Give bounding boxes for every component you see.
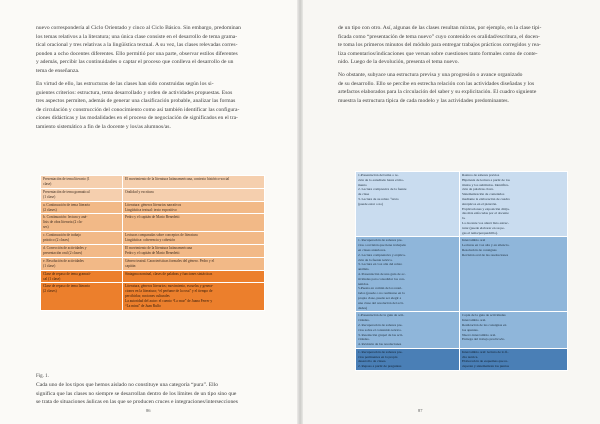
text-line: y además, percibir las continuidades o captar el proceso que conlleva el desarrollo de un	[36, 59, 234, 66]
paragraph-mixed-types	[338, 24, 568, 67]
cell-line: clase)	[43, 181, 52, 186]
cell-line: Presentación de tema gramatical	[43, 189, 90, 194]
cell-line: La autoridad del autor: el cuento “Lo mar” de Juana Ferrer y	[125, 299, 213, 304]
cell-line: El movimiento de la literatura latinoamericana	[125, 245, 192, 250]
cell-line: mento	[358, 182, 367, 187]
text-line: los temas relativos a la literatura; una única clase consiste en el desarrollo de tema grama-	[36, 33, 238, 40]
cell-line: Nuevo intercambio oral.	[462, 332, 497, 337]
cell-line: Hipótesis de lectura a partir de los	[462, 177, 510, 182]
table-cell-content	[123, 188, 265, 201]
cell-line: (2 clases)	[43, 207, 57, 212]
cell-line: (1 clase)	[43, 263, 56, 268]
table-cell-stage	[356, 237, 460, 312]
text-line: se trata de situaciones áulicas en las que se producen cruces e integraciones/intersecciones	[36, 399, 238, 406]
text-line: tamiento sistemático a fin de la docente y los/as alumnos/as.	[36, 123, 171, 130]
cell-line: lisis de obra literaria (2 cla-	[43, 220, 83, 225]
text-line: En virtud de ello, las estructuras de las clases han sido construidas según los si-	[36, 81, 214, 87]
text-line: tema de enseñanza.	[36, 67, 80, 74]
cell-line: Clase de repaso de tema gramati-	[43, 271, 91, 276]
cell-line: b. Continuación: lectura y aná-	[43, 215, 88, 220]
cell-line: tados (puede o no realizarse en la	[358, 291, 405, 296]
table-cell-content	[123, 244, 265, 257]
cell-line: vios sobre el contenido teórico.	[358, 327, 402, 332]
cell-line: cha teórica.	[462, 354, 479, 359]
cell-line: cuperan y sistematizan los puntos	[462, 364, 510, 369]
cell-line: presentación oral (2 clases)	[43, 250, 83, 255]
cell-line: cal (1 clase)	[43, 276, 61, 281]
table-row	[41, 214, 265, 232]
table-cell-stage	[356, 172, 460, 237]
cell-line: sinópticos en el pizarrón.	[462, 201, 498, 206]
cell-line: ción de lo estudiado hasta el mo-	[358, 177, 405, 182]
table-row	[41, 176, 265, 189]
text-line: muestra la estructura típica de cada modelo y las actividades predominantes.	[338, 97, 510, 104]
text-line: tres aspectos permiten, además de generar una clasificación probable, analizar las formas	[36, 98, 236, 105]
cell-line: Lingüística textual: texto expositivo	[125, 207, 177, 212]
text-line: liza comentarios/indicaciones que versan sobre cuestiones tanto formales como de conte-	[338, 50, 538, 57]
text-line: nuevo correspondería al Ciclo Orientado y cinco al Ciclo Básico. Sin embargo, predominan	[36, 25, 241, 31]
cell-line: de clase	[358, 192, 370, 197]
cell-line: ses)	[43, 225, 49, 230]
text-line: significa que las clases no siempre se desarrollan dentro de los límites de un tipo sino que	[36, 390, 237, 397]
cell-line: Literatura, géneros literarios; movimiento, escuelas y genera-	[125, 284, 214, 289]
cell-line: Lecturas comparadas sobre conceptos de literatura	[125, 233, 198, 238]
cell-line: El movimiento de la literatura latinoamericana, contexto histórico-social	[125, 177, 230, 181]
cell-line: Lingüística: coherencia y cohesión	[125, 238, 175, 243]
table-cell-stage	[356, 312, 460, 349]
cell-line: percibirlas; nociones culturales	[125, 294, 170, 299]
table-row	[41, 244, 265, 257]
table-cell-content	[123, 214, 265, 232]
text-line: ciones didácticas y las modalidades en el proceso de negociación de significados en el tra-	[36, 115, 238, 122]
cell-line: Rastreo de saberes previos	[462, 173, 500, 177]
table-row	[41, 201, 265, 214]
table-row	[41, 283, 265, 311]
table-cell-stage	[41, 244, 123, 257]
table-cell-stage	[41, 214, 123, 232]
cell-line: e. Resolución de actividades	[43, 258, 84, 263]
table-row	[41, 232, 265, 245]
cell-line: (2 clases)	[43, 289, 57, 294]
cell-line: en clases anteriores.	[358, 247, 387, 252]
cell-line: vios pertinentes en la propia	[358, 354, 398, 359]
cell-line: propia clase, puede ser elegir a	[358, 295, 402, 300]
page-number-left: 86	[146, 408, 151, 413]
cell-line: Lecturas en voz alta y en silencio.	[462, 243, 510, 248]
table-cell-content	[123, 270, 265, 283]
cell-line: 1. Recuperación de saberes pre-	[358, 238, 403, 243]
cell-line: Presentación de tema literario (1	[43, 177, 90, 181]
table-cell-stage	[41, 283, 123, 311]
cell-line: Intercambio oral.	[462, 318, 487, 323]
cell-line: Elaboración de esquemas que re-	[462, 359, 509, 364]
text-line: artefactos elaborados para la circulación del saber y su explicitación. El cuadro siguiente	[338, 89, 537, 96]
text-line: No obstante, subyace una estructura previsa y una progresión o avance organizado	[338, 72, 523, 78]
cell-line: Pedro y el capitán de Mario Benedetti	[125, 215, 180, 220]
table-row	[41, 270, 265, 283]
table-row	[356, 348, 568, 370]
cell-line: la.	[462, 216, 466, 221]
cell-line: títulos y los subtítulos. Identifica-	[462, 182, 510, 187]
cell-line: 2. Lectura comprensiva y explica-	[358, 252, 406, 257]
table-cell-stage	[41, 201, 123, 214]
cell-line: 2. Repaso a partir de preguntas	[358, 364, 402, 369]
table-cell-content	[123, 201, 265, 214]
cell-line: “La mina” de Juan Rulfo	[125, 304, 161, 309]
text-line: tical oracional y tres relativas a la lingüística textual. A su vez, las clases relevadas corres-	[36, 42, 238, 49]
cell-line: La docente vos alterá listo estruc-	[462, 220, 510, 225]
cell-line: Sintagma nominal, clases de palabras y funciones sintácticas	[125, 271, 213, 276]
text-line: nido. Luego de la devolución, presenta el tema nuevo.	[338, 59, 460, 66]
class-structure-table	[40, 175, 265, 311]
cell-line: los apuntes.	[462, 327, 479, 332]
cell-line: 1.Presentación de la guía de acti-	[358, 313, 405, 318]
table-row	[356, 172, 568, 237]
table-row	[356, 237, 568, 312]
table-cell-stage	[41, 232, 123, 245]
cell-line: c. Continuación de trabajo	[43, 233, 81, 238]
paragraph-criteria	[36, 80, 266, 132]
table-cell-stage	[41, 176, 123, 189]
cell-line: tenidos.	[358, 281, 369, 286]
cell-line: 2. Lectura compresiva de la fuente	[358, 187, 407, 192]
text-line: ponden a ocho docentes diferentes. Ello permitió por una parte, observar estilos diferentes	[36, 50, 238, 57]
cell-line: mediante la elaboración de cuadro	[462, 196, 511, 201]
table-cell-content	[123, 283, 265, 311]
text-line: Cada uno de los tipos que hemos aislado no constituye una categoría “pura”. Ello	[36, 382, 219, 388]
table-cell-content	[123, 176, 265, 189]
cell-line: Pedro y el capitán de Mario Benedetti	[125, 250, 180, 255]
cell-line: ción de la fuente teórica.	[358, 257, 393, 262]
paragraph-structure	[338, 71, 568, 105]
cell-line: ciones en la literatura; “el perfume de la rosa” y el tiempo de	[125, 289, 213, 294]
cell-line: 3. Resolución grupal de las acti-	[358, 332, 404, 337]
figure-caption: Fig. 1.	[36, 374, 49, 379]
table-cell-stage	[356, 348, 460, 370]
page-number-right: 87	[418, 408, 423, 413]
cell-line: a. Continuación de tema literario	[43, 202, 91, 207]
cell-line: Género teatral. Características formales del género. Pedro y el	[125, 258, 215, 263]
cell-line: 1.Presentación del tema o re-	[358, 173, 399, 177]
cell-line: práctico (2 clases)	[43, 238, 70, 243]
cell-line: Copia de la guía de actividades	[462, 313, 506, 318]
cell-line: Intercambio oral: lectura de lo fi-	[462, 349, 509, 354]
cell-line: ción de palabras clave.	[462, 187, 494, 192]
text-line: guientes criterios: estructura, tema desarrollado y orden de actividades propuestas. Esos	[36, 89, 233, 96]
text-line: de su desarrollo. Ello se percibe en estrecha relación con las actividades diseñadas y los	[338, 80, 535, 87]
table-cell-content	[460, 348, 568, 370]
activities-table	[355, 171, 568, 371]
cell-line: capitán	[125, 263, 136, 268]
cell-line: Literatura: géneros literarios narrativos	[125, 202, 182, 207]
cell-line: turar (puede elaborar en su pe-	[462, 225, 505, 230]
table-cell-content	[123, 257, 265, 270]
cell-line: das más enfocadas por el docente	[462, 211, 509, 216]
paragraph-intro	[36, 24, 266, 76]
table-row	[41, 257, 265, 270]
cell-line: vidades.	[358, 318, 370, 323]
book-gutter	[297, 0, 303, 424]
cell-line: 3. Lectura en voz alta del relato	[358, 262, 403, 267]
text-line: ficada como “presentación de tema nuevo” cuyo contenido es oralidad/escritura, el docen-	[338, 33, 540, 40]
cell-line: Sistematización de contenidos	[462, 192, 505, 197]
cell-line: dades)	[358, 305, 368, 310]
table-cell-content	[123, 232, 265, 245]
cell-line: Intercambio oral	[462, 238, 486, 243]
cell-line: 4. Revisión de las resoluciones	[358, 342, 402, 347]
cell-line: tividades para consolidar los con-	[358, 276, 406, 281]
cell-line: Resolución de consignas	[462, 247, 497, 252]
table-cell-stage	[41, 188, 123, 201]
cell-line: gas el tema/perquadrillo).	[462, 230, 498, 235]
text-line: te toma los primeros minutos del módulo para entregar trabajos prácticos corregidos y rea-	[338, 42, 541, 49]
cell-line: análisis.	[358, 267, 370, 272]
cell-line: Realización de las consignas en	[462, 322, 507, 327]
cell-line: 4. Presentación de una guía de ac-	[358, 271, 406, 276]
cell-line: 5.Puesta en común de los resul-	[358, 286, 403, 291]
cell-line: desarrollo de clases.	[358, 359, 387, 364]
text-line: de circulación y construcción del conocimiento como así también identificar las configura-	[36, 106, 240, 113]
cell-line: 3. Lectura de su relato “texto	[358, 196, 399, 201]
cell-line: Revisión oral de las resoluciones	[462, 252, 509, 257]
table-cell-stage	[41, 257, 123, 270]
paragraph-types	[36, 381, 266, 407]
cell-line: Oralidad y escritura	[125, 189, 154, 194]
cell-line: una clase del resolución del acti-	[358, 300, 404, 305]
table-cell-content	[460, 172, 568, 237]
table-cell-content	[460, 237, 568, 312]
table-row	[41, 188, 265, 201]
cell-line: (puede estar o no)	[358, 201, 384, 206]
cell-line: vidades.	[358, 337, 370, 342]
cell-line: 1. Recuperación de saberes pre-	[358, 349, 403, 354]
table-cell-stage	[41, 270, 123, 283]
table-row	[356, 312, 568, 349]
cell-line: (1 clase)	[43, 194, 56, 199]
cell-line: vios o revisión que tiene trabajado	[358, 243, 407, 248]
cell-line: Clase de repaso de tema literario	[43, 284, 90, 289]
cell-line: d. Corrección de actividades y	[43, 245, 87, 250]
text-line: de un tipo con otro. Así, algunas de las clases resultan mixtas, por ejemplo, en la clase tipi-	[338, 25, 542, 31]
cell-line: Entrega del trabajo practica/lo.	[462, 337, 506, 342]
table-cell-content	[460, 312, 568, 349]
cell-line: 2. Recuperación de saberes pre-	[358, 322, 403, 327]
cell-line: Explicaciones y exposición dirija-	[462, 206, 510, 211]
